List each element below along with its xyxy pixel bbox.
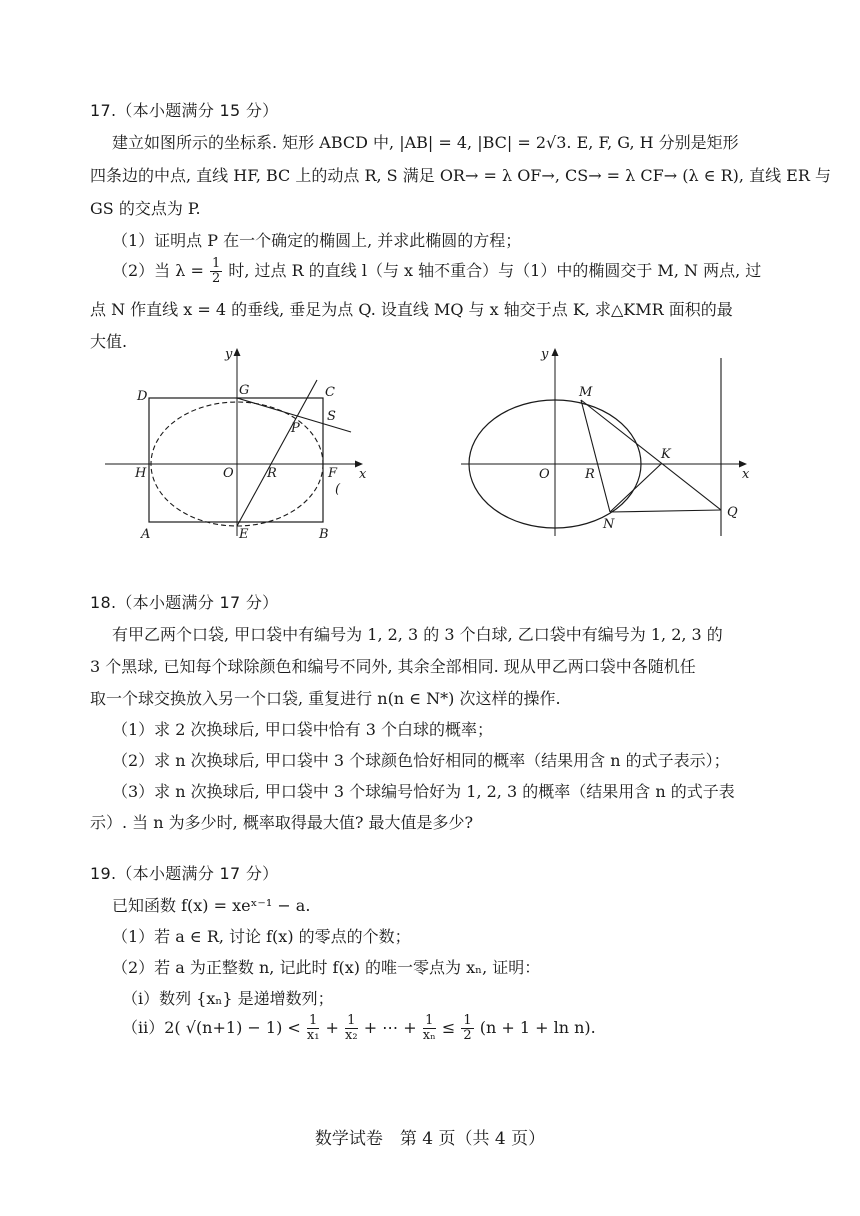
fig2-label-R: R	[585, 467, 595, 482]
q19-frac-n	[423, 1014, 436, 1043]
q18-text-line3: 取一个球交换放入另一个口袋, 重复进行 n(n ∈ N*) 次这样的操作.	[90, 689, 561, 708]
fig1-label-B: B	[319, 527, 329, 542]
fig2-line-nq	[610, 510, 721, 512]
q19-frac-2-den: x₂	[345, 1028, 358, 1043]
fig2-label-K: K	[661, 447, 671, 462]
q17-frac-num: 1	[212, 256, 221, 271]
q17-frac-den: 2	[212, 271, 221, 286]
fig2-label-Q: Q	[727, 505, 738, 520]
fig1-label-O: O	[223, 466, 234, 481]
q17-part2-lead: （2）当 λ =	[112, 261, 204, 280]
q18-part2: （2）求 n 次换球后, 甲口袋中 3 个球颜色恰好相同的概率（结果用含 n 的式子表示）；	[112, 751, 730, 770]
q17-figure-ellipse-mnq	[455, 340, 755, 540]
q17-part2	[112, 257, 761, 286]
q17-text-line2: 四条边的中点, 直线 HF, BC 上的动点 R, S 满足 OR→ = λ OF→, CS→ = λ CF→ (λ ∈ R), 直线 ER 与	[90, 166, 831, 185]
q18-part3-line1: （3）求 n 次换球后, 甲口袋中 3 个球编号恰好为 1, 2, 3 的概率（结果用含 n 的式子表	[112, 782, 735, 801]
q18-part3-line2: 示）. 当 n 为多少时, 概率取得最大值? 最大值是多少?	[90, 813, 474, 832]
q17-text-line3: GS 的交点为 P.	[90, 199, 201, 218]
q19-frac-1-num: 1	[307, 1014, 320, 1029]
q19-dots: + ⋯ +	[363, 1018, 417, 1037]
q18-text-line2: 3 个黑球, 已知每个球除颜色和编号不同外, 其余全部相同. 现从甲乙两口袋中各随机任	[90, 657, 696, 676]
q17-part2-line2: 点 N 作直线 x = 4 的垂线, 垂足为点 Q. 设直线 MQ 与 x 轴交于点 K, 求△KMR 面积的最	[90, 300, 733, 319]
q19-frac-1	[307, 1014, 320, 1043]
fig1-label-R: R	[267, 466, 277, 481]
q19-frac-n-num: 1	[423, 1014, 436, 1029]
q19-frac-n-den: xₙ	[422, 1028, 436, 1043]
fig2-label-y: y	[541, 347, 549, 362]
q17-text-line1: 建立如图所示的坐标系. 矩形 ABCD 中, |AB| = 4, |BC| = 2√3. E, F, G, H 分别是矩形	[112, 133, 739, 152]
q17-part1: （1）证明点 P 在一个确定的椭圆上, 并求此椭圆的方程；	[112, 231, 522, 250]
q19-sub1: （i）数列 {xₙ} 是递增数列；	[122, 989, 334, 1008]
fig1-label-C: C	[325, 385, 335, 400]
q18-text-line1: 有甲乙两个口袋, 甲口袋中有编号为 1, 2, 3 的 3 个白球, 乙口袋中有编号为 1, 2, 3 的	[112, 625, 723, 644]
q19-text-line1: 已知函数 f(x) = xeˣ⁻¹ − a.	[112, 896, 311, 915]
q18-header: 18.（本小题满分 17 分）	[90, 593, 279, 612]
fig1-label-P: P	[291, 421, 300, 436]
q17-figure-rectangle-ellipse	[95, 340, 380, 550]
page-footer: 数学试卷 第 4 页（共 4 页）	[314, 1129, 546, 1149]
q19-sub2-lead: （ii）2( √(n+1) − 1) <	[122, 1018, 301, 1037]
fig1-label-paren: (	[335, 482, 341, 497]
q19-sub2	[122, 1014, 596, 1043]
fig2-line-mn	[581, 400, 610, 512]
fig2-label-x: x	[742, 467, 750, 482]
q17-part2-line3: 大值.	[90, 332, 128, 351]
q19-frac-2-num: 1	[345, 1014, 358, 1029]
fig2-line-nk	[610, 464, 661, 512]
q19-frac-half	[461, 1014, 473, 1043]
fig1-label-E: E	[239, 527, 249, 542]
fig1-label-x: x	[359, 467, 367, 482]
fig1-label-F: F	[328, 466, 338, 481]
fig1-label-D: D	[137, 389, 148, 404]
q19-sub2-tail: (n + 1 + ln n).	[479, 1018, 596, 1037]
fig2-label-N: N	[603, 517, 615, 532]
q19-part1: （1）若 a ∈ R, 讨论 f(x) 的零点的个数；	[112, 927, 411, 946]
q19-frac-half-den: 2	[463, 1028, 472, 1043]
q17-lambda-fraction	[210, 257, 222, 286]
fig2-y-arrow	[552, 348, 559, 356]
fig1-label-A: A	[141, 527, 151, 542]
q19-plus: +	[325, 1018, 339, 1037]
fig2-label-O: O	[539, 467, 550, 482]
fig2-line-mq	[581, 400, 721, 510]
fig1-label-G: G	[239, 383, 250, 398]
q19-frac-half-num: 1	[463, 1013, 472, 1028]
fig1-label-y: y	[225, 347, 233, 362]
q19-part2: （2）若 a 为正整数 n, 记此时 f(x) 的唯一零点为 xₙ, 证明：	[112, 958, 541, 977]
q17-header: 17.（本小题满分 15 分）	[90, 101, 279, 120]
q19-leq: ≤	[441, 1018, 456, 1037]
q18-part1: （1）求 2 次换球后, 甲口袋中恰有 3 个白球的概率；	[112, 720, 494, 739]
fig1-label-H: H	[135, 466, 147, 481]
q17-part2-rest: 时, 过点 R 的直线 l（与 x 轴不重合）与（1）中的椭圆交于 M, N 两点, 过	[228, 261, 762, 280]
q19-header: 19.（本小题满分 17 分）	[90, 864, 279, 883]
q19-frac-2	[345, 1014, 358, 1043]
fig2-label-M: M	[579, 385, 593, 400]
fig1-label-S: S	[327, 409, 336, 424]
fig1-y-arrow	[234, 348, 241, 356]
q19-frac-1-den: x₁	[306, 1028, 320, 1043]
